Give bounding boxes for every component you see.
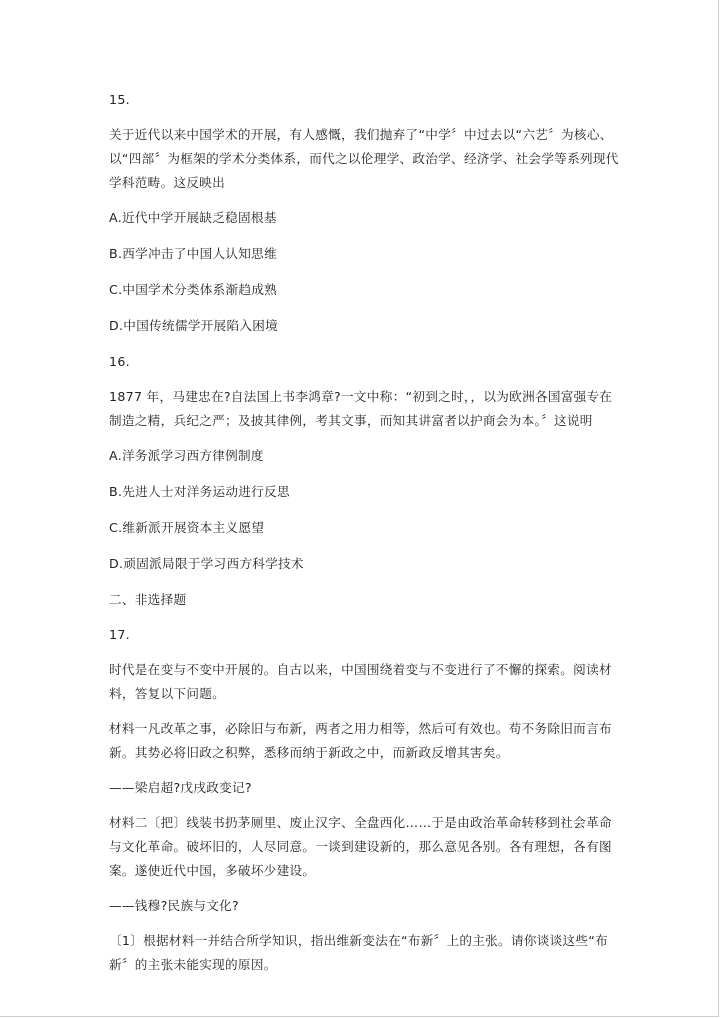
question-15-option-a: A.近代中学开展缺乏稳固根基: [109, 210, 277, 225]
question-15-option-b: B.西学冲击了中国人认知思维: [109, 246, 277, 261]
section-heading: 二、非选择题: [109, 592, 187, 607]
question-16-option-a: A.洋务派学习西方律例制度: [109, 448, 264, 463]
question-15-option-c: C.中国学术分类体系渐趋成熟: [109, 282, 278, 297]
question-17-sub-1: 〔1〕根据材料一并结合所学知识，指出维新变法在“布新〞上的主张。请你谈谈这些“布新〞的主张未能实现的原因。: [109, 933, 609, 972]
question-15-option-d: D.中国传统儒学开展陷入困境: [109, 318, 279, 333]
question-17-source-1: ——梁启超?戊戌政变记?: [109, 780, 252, 795]
question-16-option-c: C.维新派开展资本主义愿望: [109, 520, 265, 535]
question-17-intro: 时代是在变与不变中开展的。自古以来，中国围绕着变与不变进行了不懈的探索。阅读材料，答复以下问题。: [109, 662, 612, 701]
question-15-number: 15.: [109, 92, 130, 107]
question-17-number: 17.: [109, 627, 130, 642]
question-16-option-b: B.先进人士对洋务运动进行反思: [109, 484, 290, 499]
question-17-source-2: ——钱穆?民族与文化?: [109, 898, 240, 913]
question-16-stem: 1877 年，马建忠在?自法国上书李鸿章?一文中称：“初到之时，，以为欧洲各国富强专在制造之精，兵纪之严；及披其律例，考其文事，而知其讲富者以护商会为本。〞这说明: [109, 389, 613, 428]
question-16-number: 16.: [109, 354, 130, 369]
question-15-stem: 关于近代以来中国学术的开展，有人感慨，我们抛弃了“中学〞中过去以“六艺〞为核心、以“四部〞为框架的学术分类体系，而代之以伦理学、政治学、经济学、社会学等系列现代学科范畴。这反映出: [109, 127, 619, 190]
question-17-material-1: 材料一凡改革之事，必除旧与布新，两者之用力相等，然后可有效也。苟不务除旧而言布新。其势必将旧政之积弊，悉移而纳于新政之中，而新政反增其害矣。: [109, 721, 612, 760]
document-content: [109, 88, 619, 988]
question-17-material-2: 材料二〔把〕线装书扔茅厕里、废止汉字、全盘西化……于是由政治革命转移到社会革命与文化革命。破坏旧的，人尽同意。一谈到建设新的，那么意见各别。各有理想，各有图案。遂使近代中国，多破坏少建设。: [109, 815, 612, 878]
question-16-option-d: D.顽固派局限于学习西方科学技术: [109, 556, 304, 571]
